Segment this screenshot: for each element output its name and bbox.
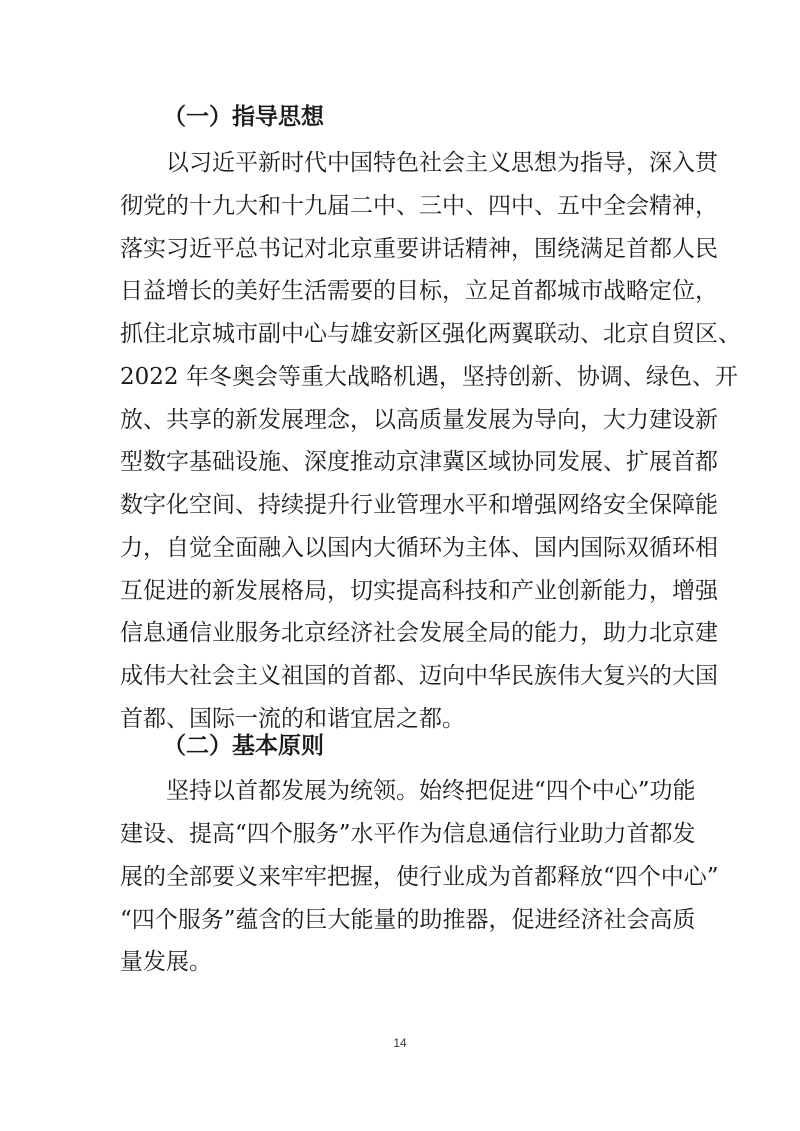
- section-heading-basic-principles: （二）基本原则: [163, 733, 324, 759]
- paragraph-line: 日益增长的美好生活需要的目标，立足首都城市战略定位，: [120, 278, 718, 304]
- paragraph-line: 以习近平新时代中国特色社会主义思想为指导，深入贯: [166, 150, 718, 176]
- paragraph-line: 力，自觉全面融入以国内大循环为主体、国内国际双循环相: [120, 535, 718, 561]
- paragraph-line: 首都、国际一流的和谐宜居之都。: [120, 706, 465, 732]
- paragraph-line: 彻党的十九大和十九届二中、三中、四中、五中全会精神，: [120, 193, 718, 219]
- paragraph-line: 成伟大社会主义祖国的首都、迈向中华民族伟大复兴的大国: [120, 663, 718, 689]
- paragraph-line: 落实习近平总书记对北京重要讲话精神，围绕满足首都人民: [120, 236, 718, 262]
- paragraph-line: 展的全部要义来牢牢把握，使行业成为首都释放“四个中心”: [120, 864, 719, 890]
- paragraph-line: 放、共享的新发展理念，以高质量发展为导向，大力建设新: [120, 407, 718, 433]
- section-heading-guiding-ideology: （一）指导思想: [163, 104, 324, 130]
- paragraph-line: 信息通信业服务北京经济社会发展全局的能力，助力北京建: [120, 620, 718, 646]
- paragraph-line: 坚持以首都发展为统领。始终把促进“四个中心”功能: [166, 778, 696, 804]
- paragraph-line: “四个服务”蕴含的巨大能量的助推器，促进经济社会高质: [120, 907, 696, 933]
- paragraph-line: 数字化空间、持续提升行业管理水平和增强网络安全保障能: [120, 492, 718, 518]
- paragraph-line: 互促进的新发展格局，切实提高科技和产业创新能力，增强: [120, 578, 718, 604]
- paragraph-line: 型数字基础设施、深度推动京津冀区域协同发展、扩展首都: [120, 449, 718, 475]
- paragraph-line: 2022 年冬奥会等重大战略机遇，坚持创新、协调、绿色、开: [120, 364, 738, 390]
- paragraph-line: 建设、提高“四个服务”水平作为信息通信行业助力首都发: [120, 821, 696, 847]
- page-number: 14: [393, 1036, 407, 1050]
- paragraph-line: 量发展。: [120, 949, 212, 975]
- paragraph-line: 抓住北京城市副中心与雄安新区强化两翼联动、北京自贸区、: [120, 321, 741, 347]
